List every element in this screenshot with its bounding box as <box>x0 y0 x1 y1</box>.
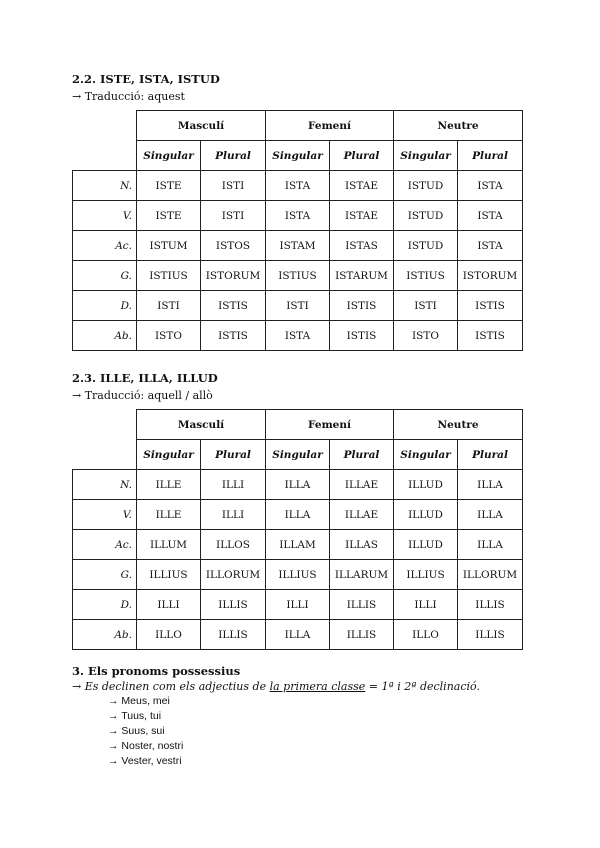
form-cell: ISTAS <box>330 231 394 261</box>
number-header: Singular <box>394 440 458 470</box>
form-cell: ILLA <box>266 620 330 650</box>
form-cell: ISTAM <box>266 231 330 261</box>
list-item: → Noster, nostri <box>108 740 184 752</box>
form-cell: ILLA <box>458 500 523 530</box>
number-header: Singular <box>137 440 201 470</box>
number-header: Plural <box>458 440 523 470</box>
form-cell: ILLE <box>137 500 201 530</box>
number-header: Plural <box>201 440 266 470</box>
form-cell: ILLAE <box>330 470 394 500</box>
list-item: → Suus, sui <box>108 725 165 737</box>
form-cell: ISTORUM <box>201 261 266 291</box>
form-cell: ILLOS <box>201 530 266 560</box>
declension-table-ille <box>72 409 523 650</box>
section-ille <box>72 371 218 402</box>
form-cell: ILLA <box>266 470 330 500</box>
form-cell: ISTIS <box>330 291 394 321</box>
section-translation: → Traducció: aquest <box>72 90 185 103</box>
number-header: Singular <box>137 141 201 171</box>
table-row <box>73 470 523 500</box>
list-item: → Vester, vestri <box>108 755 182 767</box>
gender-header: Masculí <box>137 410 266 440</box>
gender-header: Neutre <box>394 410 523 440</box>
possessives-intro <box>72 679 480 694</box>
form-cell: ISTIUS <box>137 261 201 291</box>
number-header: Plural <box>330 440 394 470</box>
number-header: Singular <box>266 440 330 470</box>
gender-header: Femení <box>266 111 394 141</box>
form-cell: ISTAE <box>330 201 394 231</box>
form-cell: ILLI <box>201 500 266 530</box>
form-cell: ILLA <box>458 470 523 500</box>
blank-cell <box>73 141 137 171</box>
form-cell: ILLUD <box>394 500 458 530</box>
form-cell: ILLORUM <box>458 560 523 590</box>
table-row <box>73 201 523 231</box>
form-cell: ISTIS <box>458 291 523 321</box>
gender-header: Femení <box>266 410 394 440</box>
form-cell: ILLI <box>266 590 330 620</box>
intro-underlined: la primera classe <box>269 680 366 693</box>
intro-prefix: → Es declinen com els adjectius de <box>72 680 270 693</box>
form-cell: ISTIUS <box>266 261 330 291</box>
form-cell: ISTOS <box>201 231 266 261</box>
number-header: Plural <box>330 141 394 171</box>
section-iste <box>72 72 220 103</box>
form-cell: ISTA <box>458 231 523 261</box>
case-label: V. <box>73 201 137 231</box>
form-cell: ISTO <box>394 321 458 351</box>
declension-table-iste <box>72 110 523 351</box>
form-cell: ILLIS <box>201 590 266 620</box>
form-cell: ILLA <box>266 500 330 530</box>
form-cell: ILLIS <box>330 590 394 620</box>
form-cell: ILLE <box>137 470 201 500</box>
form-cell: ISTI <box>266 291 330 321</box>
form-cell: ILLIUS <box>137 560 201 590</box>
number-header: Singular <box>266 141 330 171</box>
blank-cell <box>73 111 137 141</box>
form-cell: ILLI <box>394 590 458 620</box>
form-cell: ISTIUS <box>394 261 458 291</box>
number-header: Singular <box>394 141 458 171</box>
table-row <box>73 530 523 560</box>
blank-cell <box>73 410 137 440</box>
table-row <box>73 620 523 650</box>
form-cell: ISTA <box>458 171 523 201</box>
form-cell: ILLIS <box>330 620 394 650</box>
table-row <box>73 171 523 201</box>
form-cell: ILLUD <box>394 470 458 500</box>
section-title: 2.2. ISTE, ISTA, ISTUD <box>72 72 220 86</box>
case-label: N. <box>73 171 137 201</box>
form-cell: ILLA <box>458 530 523 560</box>
form-cell: ILLAM <box>266 530 330 560</box>
possessives-section <box>72 664 480 769</box>
table-row <box>73 261 523 291</box>
table-row <box>73 291 523 321</box>
form-cell: ISTUM <box>137 231 201 261</box>
form-cell: ISTA <box>266 171 330 201</box>
section-title: 2.3. ILLE, ILLA, ILLUD <box>72 371 218 385</box>
form-cell: ISTA <box>266 201 330 231</box>
form-cell: ILLAE <box>330 500 394 530</box>
form-cell: ISTIS <box>330 321 394 351</box>
form-cell: ISTIS <box>458 321 523 351</box>
form-cell: ISTE <box>137 171 201 201</box>
form-cell: ILLIUS <box>266 560 330 590</box>
form-cell: ISTO <box>137 321 201 351</box>
case-label: Ac. <box>73 231 137 261</box>
table-row <box>73 321 523 351</box>
form-cell: ISTORUM <box>458 261 523 291</box>
blank-cell <box>73 440 137 470</box>
table-row <box>73 231 523 261</box>
form-cell: ILLIUS <box>394 560 458 590</box>
form-cell: ISTA <box>458 201 523 231</box>
form-cell: ILLUM <box>137 530 201 560</box>
form-cell: ISTE <box>137 201 201 231</box>
list-item: → Meus, mei <box>108 695 170 707</box>
list-item: → Tuus, tui <box>108 710 162 722</box>
form-cell: ISTAE <box>330 171 394 201</box>
possessives-list <box>72 694 480 769</box>
case-label: D. <box>73 291 137 321</box>
form-cell: ISTI <box>394 291 458 321</box>
form-cell: ISTI <box>201 171 266 201</box>
possessives-title: 3. Els pronoms possessius <box>72 664 241 678</box>
form-cell: ILLUD <box>394 530 458 560</box>
case-label: D. <box>73 590 137 620</box>
form-cell: ISTIS <box>201 321 266 351</box>
form-cell: ILLIS <box>458 590 523 620</box>
form-cell: ISTUD <box>394 201 458 231</box>
form-cell: ILLI <box>201 470 266 500</box>
form-cell: ISTUD <box>394 171 458 201</box>
case-label: Ab. <box>73 321 137 351</box>
form-cell: ILLARUM <box>330 560 394 590</box>
case-label: V. <box>73 500 137 530</box>
form-cell: ILLO <box>394 620 458 650</box>
intro-suffix: = 1ª i 2ª declinació. <box>365 680 480 693</box>
form-cell: ISTIS <box>201 291 266 321</box>
gender-header: Masculí <box>137 111 266 141</box>
form-cell: ILLI <box>137 590 201 620</box>
form-cell: ILLORUM <box>201 560 266 590</box>
case-label: G. <box>73 261 137 291</box>
table-row <box>73 560 523 590</box>
case-label: G. <box>73 560 137 590</box>
form-cell: ISTI <box>137 291 201 321</box>
number-header: Plural <box>458 141 523 171</box>
form-cell: ILLAS <box>330 530 394 560</box>
form-cell: ILLO <box>137 620 201 650</box>
section-translation: → Traducció: aquell / allò <box>72 389 213 402</box>
case-label: Ab. <box>73 620 137 650</box>
form-cell: ISTI <box>201 201 266 231</box>
form-cell: ISTA <box>266 321 330 351</box>
case-label: N. <box>73 470 137 500</box>
table-row <box>73 590 523 620</box>
form-cell: ISTUD <box>394 231 458 261</box>
table-row <box>73 500 523 530</box>
form-cell: ILLIS <box>458 620 523 650</box>
case-label: Ac. <box>73 530 137 560</box>
form-cell: ILLIS <box>201 620 266 650</box>
form-cell: ISTARUM <box>330 261 394 291</box>
number-header: Plural <box>201 141 266 171</box>
gender-header: Neutre <box>394 111 523 141</box>
